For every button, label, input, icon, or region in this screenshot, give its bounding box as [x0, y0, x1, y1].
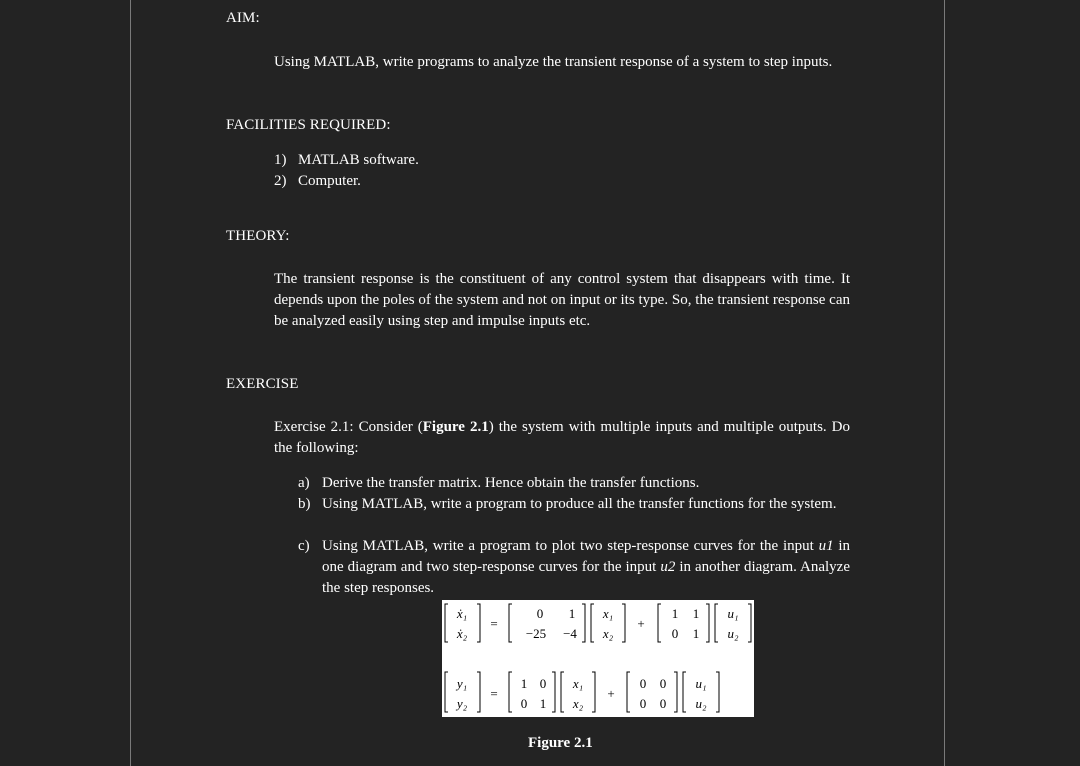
- exercise-item-a: [298, 473, 850, 494]
- exercise-intro-suffix: ) the system with multiple inputs and multiple outputs. Do the following:: [274, 419, 851, 456]
- item-text-part: in another diagram. Analyze the step responses.: [322, 559, 851, 596]
- input-u2: u₂: [695, 696, 707, 711]
- theory-heading: THEORY:: [226, 228, 290, 244]
- equals-sign: =: [490, 686, 498, 701]
- matrix-b-22: 1: [692, 626, 700, 641]
- input-variable: u1: [818, 538, 834, 554]
- matrix-d-21: 0: [639, 696, 647, 711]
- matrix-c-11: 1: [520, 676, 528, 691]
- matrix-a-21: −25: [525, 626, 547, 641]
- equals-sign: =: [490, 616, 498, 631]
- plus-sign: +: [607, 686, 615, 701]
- matrix-d-12: 0: [659, 676, 667, 691]
- input-u1: u₁: [695, 676, 707, 691]
- exercise-intro-prefix: Exercise 2.1: Consider (: [274, 419, 423, 435]
- figure-caption: Figure 2.1: [528, 735, 593, 751]
- list-number: 1): [274, 152, 287, 168]
- facilities-heading: FACILITIES REQUIRED:: [226, 117, 391, 133]
- exercise-item-b: [298, 494, 850, 515]
- matrix-b-11: 1: [671, 606, 679, 621]
- matrix-c-21: 0: [520, 696, 528, 711]
- exercise-intro: [274, 417, 850, 459]
- state-x1: x₁: [572, 676, 584, 691]
- matrix-b-12: 1: [692, 606, 700, 621]
- input-variable: u2: [660, 559, 676, 575]
- matrix-d-11: 0: [639, 676, 647, 691]
- list-number: 2): [274, 173, 287, 189]
- figure-reference: Figure 2.1: [422, 419, 489, 435]
- state-space-equation-figure: [442, 600, 754, 717]
- state-x2: x₂: [602, 626, 614, 641]
- matrix-a-22: −4: [563, 626, 577, 641]
- item-letter: c): [298, 538, 310, 554]
- plus-sign: +: [637, 616, 645, 631]
- theory-text: The transient response is the constituent of any control system that disappears with time. It depends upon the poles of the system and not on input or its type. So, the transient response can be analyzed easily using step and impulse inputs etc.: [274, 271, 850, 329]
- output-y1: y₁: [456, 676, 468, 691]
- exercise-heading: EXERCISE: [226, 376, 299, 392]
- item-letter: b): [298, 496, 311, 512]
- list-item: [274, 150, 419, 171]
- matrix-c-22: 1: [539, 696, 547, 711]
- item-text: Using MATLAB, write a program to produce all the transfer functions for the system.: [322, 496, 837, 512]
- matrix-b-21: 0: [671, 626, 679, 641]
- state-x2: x₂: [572, 696, 584, 711]
- aim-heading: AIM:: [226, 10, 260, 26]
- item-text: Derive the transfer matrix. Hence obtain the transfer functions.: [322, 475, 700, 491]
- item-text: [322, 536, 850, 599]
- matrix-a-11: 0: [536, 606, 544, 621]
- item-text-part: Using MATLAB, write a program to plot two step-response curves for the input: [322, 538, 819, 554]
- page-right-border: [944, 0, 945, 766]
- facilities-list: [274, 150, 419, 192]
- page-left-border: [130, 0, 131, 766]
- lhs-x1dot: ẋ₁: [456, 606, 468, 621]
- matrix-a-12: 1: [568, 606, 576, 621]
- input-u2: u₂: [727, 626, 739, 641]
- matrix-c-12: 0: [539, 676, 547, 691]
- list-item: [274, 171, 419, 192]
- item-text-part: in one diagram and two step-response curves for the input: [322, 538, 851, 575]
- list-text: Computer.: [298, 173, 361, 189]
- list-text: MATLAB software.: [298, 152, 419, 168]
- aim-text: Using MATLAB, write programs to analyze the transient response of a system to step inputs.: [274, 54, 833, 70]
- exercise-item-c: [298, 536, 850, 599]
- matrix-d-22: 0: [659, 696, 667, 711]
- equation-svg: [442, 600, 754, 717]
- item-letter: a): [298, 475, 310, 491]
- input-u1: u₁: [727, 606, 739, 621]
- output-y2: y₂: [456, 696, 468, 711]
- state-x1: x₁: [602, 606, 614, 621]
- lhs-x2dot: ẋ₂: [456, 626, 468, 641]
